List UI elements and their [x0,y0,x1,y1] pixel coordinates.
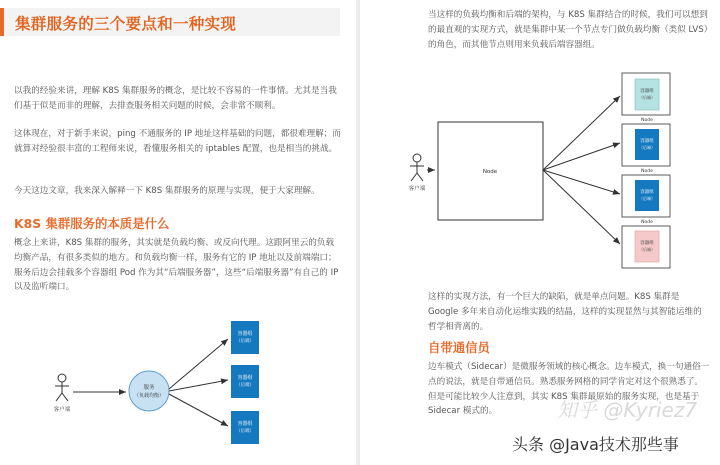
intro-paragraph-2: 这体现在，对于新手来说，ping 不通服务的 IP 地址这样基础的问题，都很难理解；而就算对经验很丰富的工程师来说，看懂服务相关的 iptables 配置，也是相当的挑战。 [14,129,341,154]
chapter-heading-text: 集群服务的三个要点和一种实现 [15,15,237,33]
chapter-heading [0,8,340,36]
client-stick-figure-icon [55,374,69,401]
service-to-backend-3-arrow [169,394,228,426]
zhihu-watermark: 知乎 @Kyriez7 [557,398,698,422]
toutiao-watermark: 头条 @Java技术那些事 [512,435,679,454]
right-paragraph-after-diagram: 这样的实现方法，有一个巨大的缺陷，就是单点问题。K8S 集群是 Google 多年来自动化运维实践的结晶，这样的实现显然与其智能运维的哲学相背离的。 [428,292,702,332]
backend-node-label-1: Node [641,118,653,123]
node-to-backend-4-arrow [543,170,620,244]
left-page [0,0,356,465]
service-label-line1: 服务 [143,385,155,391]
backend-node-label-2: Node [641,169,653,174]
service-node [129,371,169,411]
client-label: 客户端 [53,407,71,413]
node-to-backend-2-arrow [543,143,620,170]
backend-pod-2-line1: 容器组 [640,139,654,144]
backend-pod-3 [231,411,259,444]
backend-pod-1-line1: 容器组 [237,331,253,337]
backend-node-label-3: Node [641,220,653,225]
backend-pod-2 [231,365,259,398]
intro-paragraph-1: 以我的经验来讲，理解 K8S 集群服务的概念，是比较不容易的一件事情。尤其是当我们基于似是而非的理解，去排查服务相关问题的时候，会非常不顺利。 [14,86,337,111]
node-to-backend-1-arrow [543,96,620,170]
backend-pod-3-line2: （后端） [236,429,254,434]
section-title-k8s-service: K8S 集群服务的本质是什么 [14,216,170,231]
intro-paragraph-3: 今天这边文章，我来深入解释一下 K8S 集群服务的原理与实现，便于大家理解。 [14,186,320,196]
backend-pod-1 [231,321,259,354]
backend-pod-3-line1: 容器组 [237,421,253,427]
backend-pod-4-line1: 容器组 [640,241,654,246]
client-stick-figure-icon [410,154,424,181]
backend-pod-2-line2: （后端） [639,145,655,150]
section-paragraph-sidecar: 边车模式（Sidecar）是微服务领域的核心概念。边车模式，换一句通俗一点的说法，就是自带通信员。熟悉服务网格的同学肯定对这个很熟悉了。但是可能比较少人注意到，其实 K8S 集群最原始的服务实现，也是基于 Sidecar 模式的。 [428,362,710,417]
backend-pod-2-line2: （后端） [236,383,254,388]
backend-pod-1-line2: （后端） [639,95,655,100]
load-balancer-diagram [0,312,356,465]
right-intro-paragraph: 当这样的负载均衡和后端的架构，与 K8S 集群结合的时候，我们可以想到的最直观的实现方式，就是集群中某一个节点专门做负载均衡（类似 LVS）的角色，而其他节点则用来负载后端容器组。 [428,10,709,50]
node-to-backend-3-arrow [543,170,620,194]
backend-pod-1-line2: （后端） [236,339,254,344]
backend-pod-2-line1: 容器组 [237,375,253,381]
backend-pod-1-line1: 容器组 [640,89,654,94]
client-label: 客户端 [408,186,426,192]
service-label-line2: （负载均衡） [133,393,165,399]
backend-pod-4-line2: （后端） [639,247,655,252]
section-paragraph-k8s-service: 概念上来讲，K8S 集群的服务，其实就是负载均衡、或反向代理。这跟阿里云的负载均衡产品，有很多类似的地方。和负载均衡一样，服务有它的 IP 地址以及前端端口；服务后边会挂载多个容器组 Pod 作为其“后端服务器”，这些“后端服务器”有自己的 IP 以及监听端口。 [14,238,339,293]
backend-pod-3-line2: （后端） [639,196,655,201]
lb-node-label: Node [482,169,498,175]
section-title-sidecar: 自带通信员 [428,340,490,355]
single-node-lb-diagram [360,72,720,282]
backend-pod-3-line1: 容器组 [640,190,654,195]
